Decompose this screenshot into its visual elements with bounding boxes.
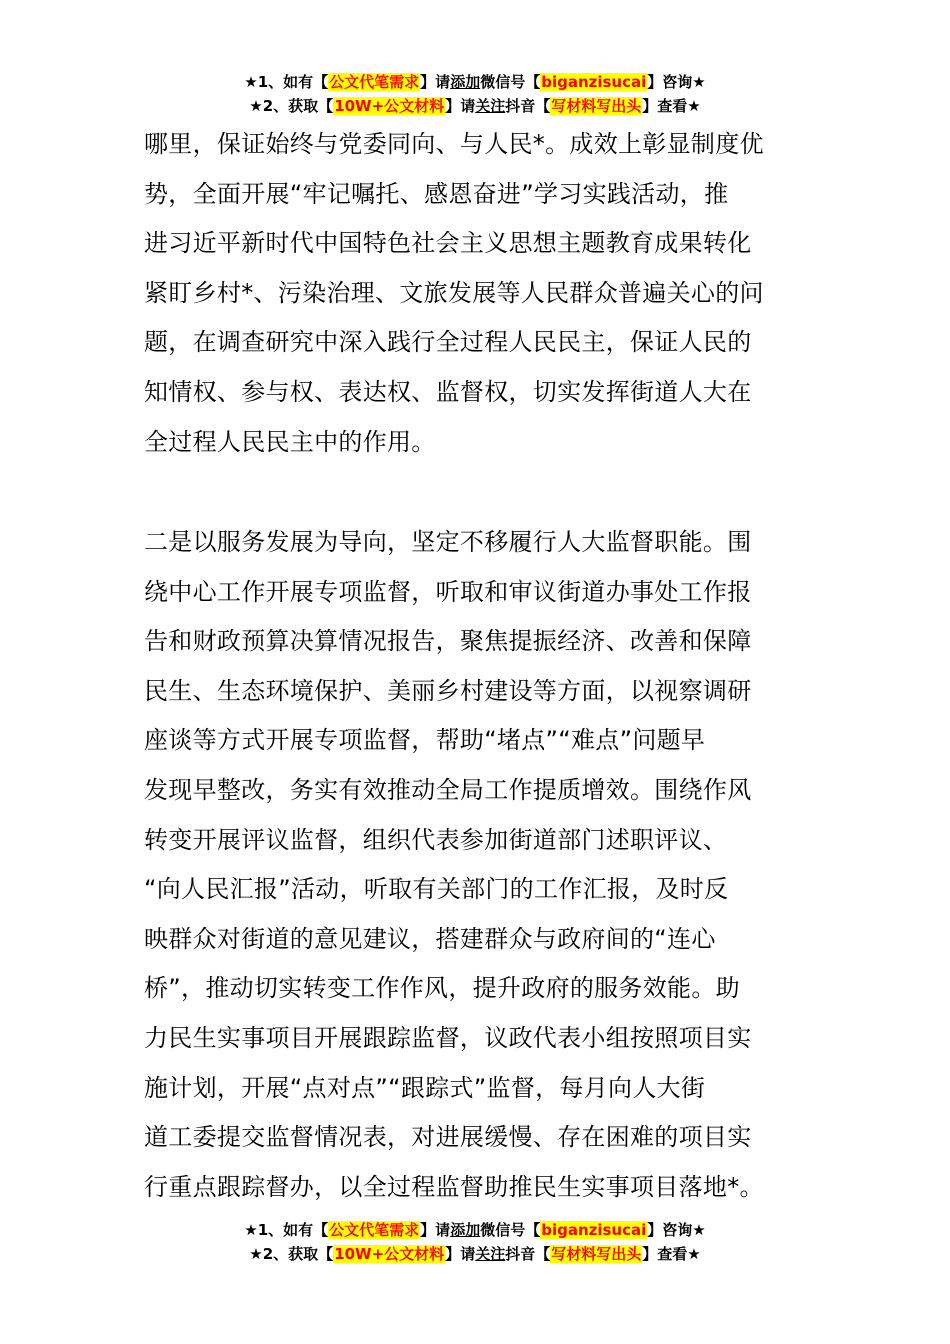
footer-banner-line-1 (0, 1218, 950, 1242)
paragraph-line: 二是以服务发展为导向，坚定不移履行人大监督职能。围 (144, 528, 752, 556)
paragraph-line: 座谈等方式开展专项监督，帮助“堵点”“难点”问题早 (144, 726, 706, 755)
banner-text: 微信号【 (480, 1221, 541, 1239)
paragraph-line: 进习近平新时代中国特色社会主义思想主题教育成果转化 (144, 229, 752, 258)
paragraph-line: 哪里，保证始终与党委同向、与人民*。成效上彰显制度优 (144, 130, 764, 158)
banner-prefix: ★2、获取【 (249, 1245, 334, 1263)
paragraph-line: 民生、生态环境保护、美丽乡村建设等方面，以视察调研 (144, 676, 752, 705)
footer-banner-line-2 (0, 1242, 950, 1266)
banner-prefix: ★1、如有【 (244, 1221, 329, 1239)
header-banner (0, 70, 950, 118)
paragraph-1 (144, 126, 806, 473)
paragraph-line: 施计划，开展“点对点”“跟踪式”监督，每月向人大街 (144, 1073, 706, 1102)
banner-underlined-text: 关注 (475, 1245, 506, 1263)
banner-underlined-text: 关注 (475, 97, 506, 115)
paragraph-line: 映群众对街道的意见建议，搭建群众与政府间的“连心 (144, 924, 716, 953)
paragraph-line: 桥”，推动切实转变工作作风，提升政府的服务效能。助 (144, 974, 740, 1003)
header-banner-line-2 (0, 94, 950, 118)
banner-highlight-douyin-name: 写材料写出头 (551, 1245, 642, 1263)
banner-highlight-wechat-id: biganzisucai (541, 1221, 647, 1239)
banner-text: 】请 (420, 73, 451, 91)
banner-underlined-text: 添加 (450, 1221, 481, 1239)
banner-text: 抖音【 (505, 1245, 551, 1263)
banner-text: 抖音【 (505, 97, 551, 115)
paragraph-line: 知情权、参与权、表达权、监督权，切实发挥街道人大在 (144, 377, 752, 406)
banner-prefix: ★1、如有【 (244, 73, 329, 91)
banner-highlight-douyin-name: 写材料写出头 (551, 97, 642, 115)
paragraph-line: 全过程人民民主中的作用。 (144, 427, 436, 456)
banner-text: 微信号【 (480, 73, 541, 91)
banner-highlight-wechat-id: biganzisucai (541, 73, 647, 91)
banner-suffix: 】查看★ (642, 1245, 701, 1263)
banner-prefix: ★2、获取【 (249, 97, 334, 115)
paragraph-line: 绕中心工作开展专项监督，听取和审议街道办事处工作报 (144, 577, 752, 606)
banner-suffix: 】查看★ (642, 97, 701, 115)
paragraph-line: 行重点跟踪督办，以全过程监督助推民生实事项目落地*。 (144, 1172, 764, 1201)
paragraph-line: 紧盯乡村*、污染治理、文旅发展等人民群众普遍关心的问 (144, 278, 764, 307)
banner-underlined-text: 添加 (450, 73, 481, 91)
footer-banner (0, 1218, 950, 1266)
header-banner-line-1 (0, 70, 950, 94)
banner-suffix: 】咨询★ (647, 73, 706, 91)
banner-highlight: 10W+公文材料 (334, 97, 445, 115)
paragraph-2 (144, 524, 806, 1218)
paragraph-line: 力民生实事项目开展跟踪监督，议政代表小组按照项目实 (144, 1023, 752, 1052)
paragraph-line: 题，在调查研究中深入践行全过程人民民主，保证人民的 (144, 328, 752, 357)
paragraph-line: “向人民汇报”活动，听取有关部门的工作汇报，及时反 (144, 875, 729, 904)
banner-highlight: 10W+公文材料 (334, 1245, 445, 1263)
banner-suffix: 】咨询★ (647, 1221, 706, 1239)
banner-text: 】请 (445, 1245, 476, 1263)
paragraph-line: 发现早整改，务实有效推动全局工作提质增效。围绕作风 (144, 775, 752, 804)
banner-text: 】请 (445, 97, 476, 115)
paragraph-line: 道工委提交监督情况表，对进展缓慢、存在困难的项目实 (144, 1123, 752, 1152)
paragraph-line: 转变开展评议监督，组织代表参加街道部门述职评议、 (144, 825, 728, 854)
banner-text: 】请 (420, 1221, 451, 1239)
banner-highlight: 公文代笔需求 (329, 73, 420, 91)
paragraph-line: 告和财政预算决算情况报告，聚焦提振经济、改善和保障 (144, 627, 752, 656)
banner-highlight: 公文代笔需求 (329, 1221, 420, 1239)
paragraph-line: 势，全面开展“牢记嘱托、感恩奋进”学习实践活动，推 (144, 179, 729, 208)
